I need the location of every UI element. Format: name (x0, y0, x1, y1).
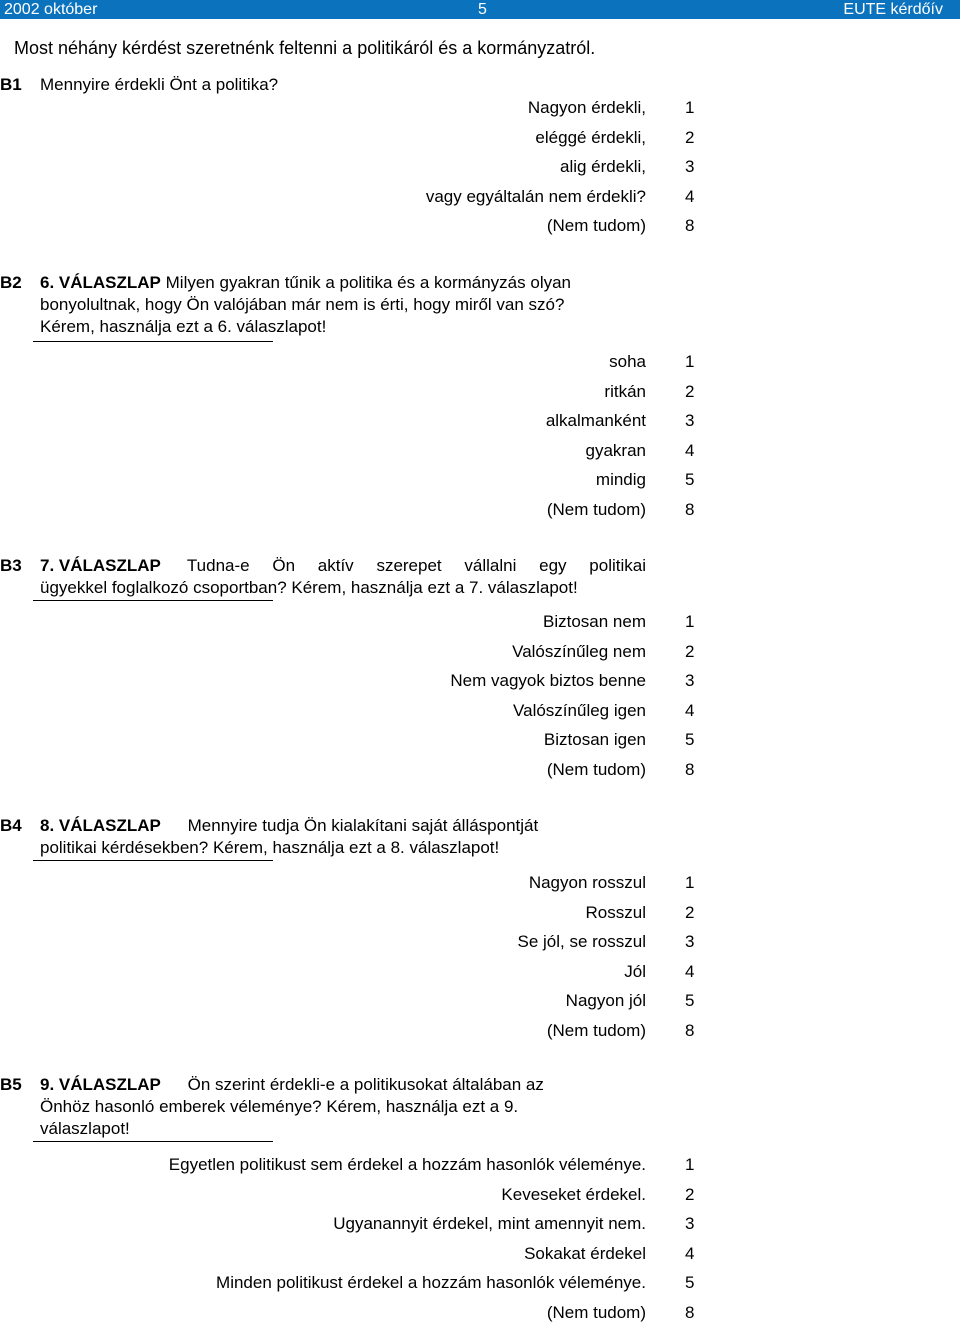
question-id: B3 (0, 556, 22, 575)
answer-option-label: Minden politikust érdekel a hozzám hasonlók véleménye. (216, 1273, 646, 1292)
divider (33, 341, 273, 342)
answer-option-code: 8 (685, 1303, 695, 1322)
answer-option-label: mindig (595, 470, 646, 489)
answer-option-code: 4 (685, 187, 695, 206)
answer-option-label: alig érdekli, (560, 157, 646, 176)
answer-option-code: 2 (685, 642, 695, 661)
answer-option-label: soha (609, 352, 646, 371)
answer-option-code: 4 (685, 1244, 695, 1263)
answer-option-code: 3 (685, 1214, 695, 1233)
answer-card-label: 8. VÁLASZLAP (40, 816, 161, 835)
answer-option-label: (Nem tudom) (546, 1303, 646, 1322)
answer-option-code: 2 (685, 1185, 695, 1204)
answer-option-label: Nagyon rosszul (528, 873, 646, 892)
answer-option-label: Biztosan igen (543, 730, 646, 749)
header-doc-title: EUTE kérdőív (843, 1, 943, 18)
question-id: B4 (0, 816, 22, 835)
answer-option-code: 3 (685, 411, 695, 430)
answer-option-code: 1 (685, 612, 695, 631)
answer-option-code: 5 (685, 1273, 695, 1292)
answer-option-code: 8 (685, 760, 695, 779)
answer-option-code: 5 (685, 470, 695, 489)
answer-option-label: Valószínűleg nem (512, 642, 646, 661)
answer-option-label: (Nem tudom) (546, 760, 646, 779)
answer-option-label: Se jól, se rosszul (517, 932, 646, 951)
answer-option-label: Keveseket érdekel. (501, 1185, 646, 1204)
answer-option-label: Egyetlen politikust sem érdekel a hozzám hasonlók véleménye. (168, 1155, 646, 1174)
answer-option-label: Valószínűleg igen (513, 701, 646, 720)
question-text: Mennyire érdekli Önt a politika? (40, 75, 279, 94)
answer-option-label: Ugyanannyit érdekel, mint amennyit nem. (333, 1214, 646, 1233)
header-page-number: 5 (478, 1, 487, 18)
answer-option-code: 4 (685, 701, 695, 720)
answer-option-code: 1 (685, 1155, 695, 1174)
answer-option-label: Nem vagyok biztos benne (450, 671, 646, 690)
answer-option-code: 1 (685, 873, 695, 892)
answer-option-code: 3 (685, 671, 695, 690)
page-header (0, 0, 960, 19)
intro-text: Most néhány kérdést szeretnénk feltenni a politikáról és a kormányzatról. (14, 38, 596, 58)
answer-option-code: 4 (685, 441, 695, 460)
answer-option-label: Rosszul (585, 903, 646, 922)
answer-option-label: ritkán (604, 382, 646, 401)
answer-option-label: Nagyon érdekli, (527, 98, 646, 117)
question-text: 7. VÁLASZLAP Tudna-e Ön aktív szerepet vállalni egy politikai ügyekkel foglalkozó csoportban? Kérem, használja ezt a 7. válaszlapot! (40, 556, 646, 597)
answer-option-code: 2 (685, 128, 695, 147)
answer-card-label: 7. VÁLASZLAP (40, 556, 161, 575)
answer-option-label: Nagyon jól (565, 991, 646, 1010)
question-text: 9. VÁLASZLAP Ön szerint érdekli-e a politikusokat általában az Önhöz hasonló emberek véleménye? Kérem, használja ezt a 9. válaszlapot! (40, 1075, 544, 1138)
answer-option-label: (Nem tudom) (546, 1021, 646, 1040)
answer-option-label: vagy egyáltalán nem érdekli? (425, 187, 646, 206)
question-text: 8. VÁLASZLAP Mennyire tudja Ön kialakítani saját álláspontját politikai kérdésekben? Kérem, használja ezt a 8. válaszlapot! (40, 816, 539, 857)
answer-option-label: Sokakat érdekel (524, 1244, 646, 1263)
answer-option-label: Biztosan nem (543, 612, 646, 631)
answer-option-code: 1 (685, 98, 695, 117)
divider (33, 860, 273, 861)
question-text: 6. VÁLASZLAP Milyen gyakran tűnik a politika és a kormányzás olyan bonyolultnak, hogy Ön valójában már nem is érti, hogy miről van szó? Kérem, használja ezt a 6. válaszlapot! (40, 273, 572, 336)
question-id: B1 (0, 75, 22, 94)
answer-option-code: 8 (685, 216, 695, 235)
answer-option-label: eléggé érdekli, (535, 128, 646, 147)
divider (33, 1141, 273, 1142)
answer-option-code: 5 (685, 991, 695, 1010)
answer-option-code: 5 (685, 730, 695, 749)
answer-option-code: 3 (685, 932, 695, 951)
question-id: B2 (0, 273, 22, 292)
answer-option-label: (Nem tudom) (546, 500, 646, 519)
answer-option-label: Jól (624, 962, 646, 981)
divider (33, 600, 273, 601)
answer-option-code: 4 (685, 962, 695, 981)
answer-option-code: 2 (685, 382, 695, 401)
answer-card-label: 9. VÁLASZLAP (40, 1075, 161, 1094)
answer-option-code: 2 (685, 903, 695, 922)
question-id: B5 (0, 1075, 22, 1094)
answer-option-code: 8 (685, 1021, 695, 1040)
answer-option-label: gyakran (585, 441, 646, 460)
answer-option-code: 8 (685, 500, 695, 519)
answer-option-label: alkalmanként (545, 411, 646, 430)
answer-option-code: 3 (685, 157, 695, 176)
answer-option-label: (Nem tudom) (546, 216, 646, 235)
header-date: 2002 október (4, 1, 98, 18)
answer-card-label: 6. VÁLASZLAP (40, 273, 161, 292)
answer-option-code: 1 (685, 352, 695, 371)
